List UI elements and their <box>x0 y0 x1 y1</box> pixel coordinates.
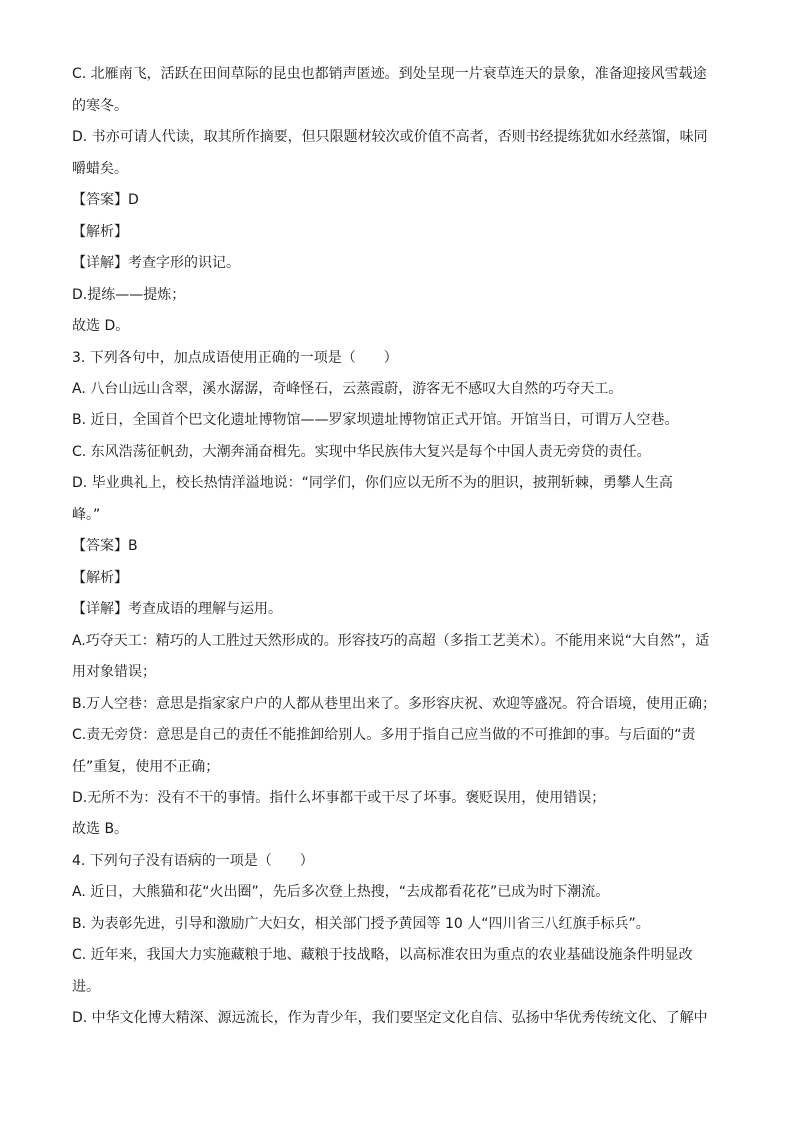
option-d-line-1: D. 书亦可请人代读，取其所作摘要，但只限题材较次或价值不高者，否则书经提练犹如水经蒸馏，味同 <box>72 129 708 145</box>
option-c-line-2: 的寒冬。 <box>72 98 128 114</box>
detail-heading: 【详解】考查字形的识记。 <box>72 255 240 271</box>
question-4-option-a: A. 近日，大熊猫和花“火出圈”，先后多次登上热搜，“去成都看花花”已成为时下潮流。 <box>72 884 610 900</box>
option-c-line-1: C. 北雁南飞，活跃在田间草际的昆虫也都销声匿迹。到处呈现一片衰草连天的景象，准备迎接风雪载途 <box>72 66 707 82</box>
question-4-stem: 4. 下列句子没有语病的一项是（ ） <box>72 853 314 869</box>
detail-text: D.提练——提炼； <box>72 287 186 303</box>
question-3-option-b: B. 近日，全国首个巴文化遗址博物馆——罗家坝遗址博物馆正式开馆。开馆当日，可谓万人空巷。 <box>72 412 679 428</box>
question-4-option-c-2: 进。 <box>72 979 100 995</box>
explanation-c-1: C.责无旁贷：意思是自己的责任不能推卸给别人。多用于指自己应当做的不可推卸的事。与后面的“责 <box>72 727 696 743</box>
question-4-option-d-1: D. 中华文化博大精深、源远流长，作为青少年，我们要坚定文化自信、弘扬中华优秀传统文化、了解中 <box>72 1010 708 1026</box>
explanation-d: D.无所不为：没有不干的事情。指什么坏事都干或干尽了坏事。褒贬误用，使用错误； <box>72 790 606 806</box>
conclusion-text: 故选 D。 <box>72 318 130 334</box>
option-d-line-2: 嚼蜡矣。 <box>72 161 128 177</box>
explanation-b: B.万人空巷：意思是指家家户户的人都从巷里出来了。多形容庆祝、欢迎等盛况。符合语境，使用正确； <box>72 696 717 712</box>
question-3-option-d-2: 峰。” <box>72 507 101 523</box>
explanation-a-1: A.巧夺天工：精巧的人工胜过天然形成的。形容技巧的高超（多指工艺美术）。不能用来说“大自然”，适 <box>72 633 710 649</box>
question-4-option-b: B. 为表彰先进，引导和激励广大妇女，相关部门授予黄园等 10 人“四川省三八红旗手标兵”。 <box>72 916 650 932</box>
question-3-option-a: A. 八台山远山含翠，溪水潺潺，奇峰怪石，云蒸霞蔚，游客无不感叹大自然的巧夺天工。 <box>72 381 623 397</box>
analysis-label: 【解析】 <box>72 224 128 240</box>
question-3-option-d-1: D. 毕业典礼上，校长热情洋溢地说：“同学们，你们应以无所不为的胆识，披荆斩棘，勇攀人生高 <box>72 475 673 491</box>
explanation-a-2: 用对象错误； <box>72 664 156 680</box>
analysis-label: 【解析】 <box>72 570 128 586</box>
question-3-stem: 3. 下列各句中，加点成语使用正确的一项是（ ） <box>72 350 398 366</box>
answer-label: 【答案】B <box>72 538 138 554</box>
question-4-option-c-1: C. 近年来，我国大力实施藏粮于地、藏粮于技战略，以高标准农田为重点的农业基础设施条件明显改 <box>72 947 693 963</box>
conclusion-text: 故选 B。 <box>72 821 129 837</box>
explanation-c-2: 任”重复，使用不正确； <box>72 759 220 775</box>
detail-heading: 【详解】考查成语的理解与运用。 <box>72 601 282 617</box>
question-3-option-c: C. 东风浩荡征帆劲，大潮奔涌奋楫先。实现中华民族伟大复兴是每个中国人责无旁贷的责任。 <box>72 444 651 460</box>
answer-label: 【答案】D <box>72 192 139 208</box>
